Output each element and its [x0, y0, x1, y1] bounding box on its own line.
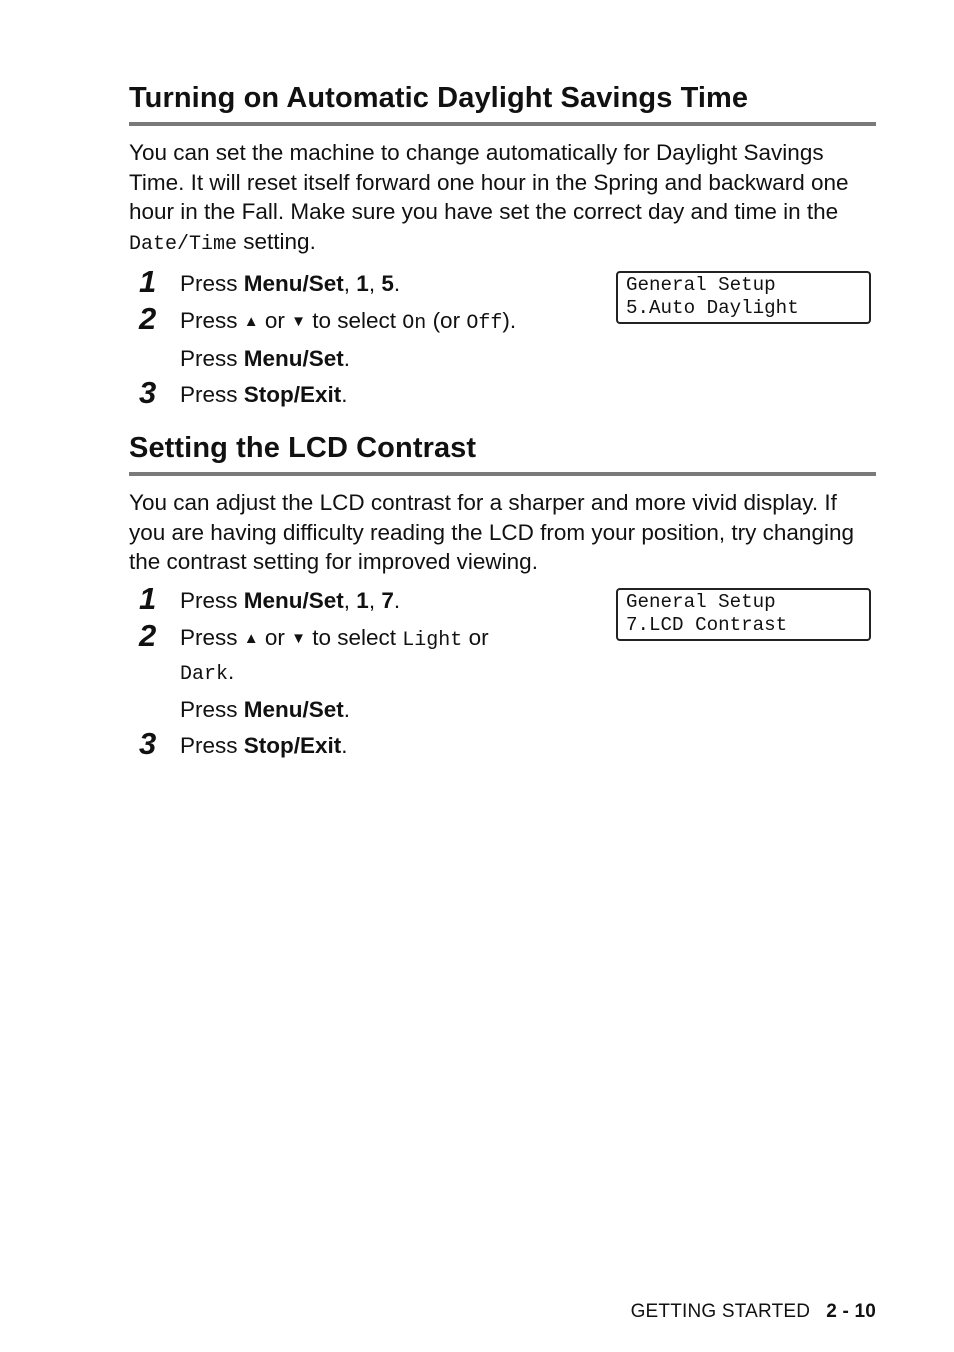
lcd-line-1: General Setup — [626, 591, 776, 614]
step-number: 2 — [139, 300, 157, 336]
step-subtext: Press Menu/Set. — [180, 697, 351, 723]
key-menu-set: Menu/Set — [243, 697, 344, 723]
option-on: On — [402, 311, 427, 335]
menu-setting-name: Date/Time — [129, 233, 238, 257]
step-number: 1 — [139, 581, 157, 617]
step-3 — [129, 726, 876, 762]
steps-list — [129, 263, 876, 410]
down-arrow-icon: ▼ — [291, 312, 306, 330]
step-number: 3 — [139, 726, 157, 762]
step-text: Press Stop/Exit. — [180, 733, 348, 759]
step-number: 3 — [139, 374, 157, 410]
up-arrow-icon: ▲ — [243, 630, 259, 648]
key-1: 1 — [356, 270, 369, 296]
page-number: 2 - 10 — [826, 1301, 876, 1322]
intro-paragraph — [129, 138, 876, 260]
step-text: Press Menu/Set, 1, 7. — [180, 588, 401, 614]
intro-text: You can set the machine to change automatically for Daylight Savings Time. It will reset itself forward one hour in the Spring and backward one hour in the Fall. Make sure you have set the correct day and time in the — [129, 140, 849, 225]
page-footer — [631, 1300, 876, 1324]
footer-section-name: GETTING STARTED — [630, 1301, 811, 1322]
key-5: 5 — [381, 270, 394, 296]
step-text-continued: Dark. — [180, 659, 235, 687]
key-7: 7 — [381, 588, 394, 614]
key-stop-exit: Stop/Exit — [243, 381, 342, 407]
step-text: Press ▲ or ▼ to select On (or Off). — [180, 307, 517, 335]
key-menu-set: Menu/Set — [243, 345, 344, 371]
step-subtext: Press Menu/Set. — [180, 345, 351, 371]
step-text: Press ▲ or ▼ to select Light or — [180, 625, 489, 653]
key-menu-set: Menu/Set — [243, 588, 344, 614]
steps-list — [129, 581, 876, 762]
up-arrow-icon: ▲ — [243, 312, 259, 330]
section-lcd-contrast — [129, 430, 876, 761]
section-daylight-savings — [129, 80, 876, 410]
lcd-line-2: 5.Auto Daylight — [626, 296, 799, 319]
section-title: Turning on Automatic Daylight Savings Time — [129, 80, 876, 126]
section-title: Setting the LCD Contrast — [129, 430, 876, 476]
step-text: Press Stop/Exit. — [180, 381, 348, 407]
intro-end: setting. — [237, 229, 316, 255]
lcd-display — [616, 271, 871, 324]
key-menu-set: Menu/Set — [243, 270, 344, 296]
down-arrow-icon: ▼ — [291, 630, 306, 648]
step-number: 2 — [139, 618, 157, 654]
option-off: Off — [466, 311, 503, 335]
lcd-display — [616, 588, 871, 641]
key-stop-exit: Stop/Exit — [243, 733, 342, 759]
key-1: 1 — [356, 588, 369, 614]
lcd-line-2: 7.LCD Contrast — [626, 614, 788, 637]
step-number: 1 — [139, 263, 157, 299]
step-text: Press Menu/Set, 1, 5. — [180, 270, 401, 296]
lcd-line-1: General Setup — [626, 273, 776, 296]
intro-paragraph: You can adjust the LCD contrast for a sharper and more vivid display. If you are having difficulty reading the LCD from your position, try changing the contrast setting for improved viewing. — [129, 490, 854, 575]
option-dark: Dark — [180, 663, 229, 687]
step-3 — [129, 374, 876, 410]
option-light: Light — [402, 629, 463, 653]
